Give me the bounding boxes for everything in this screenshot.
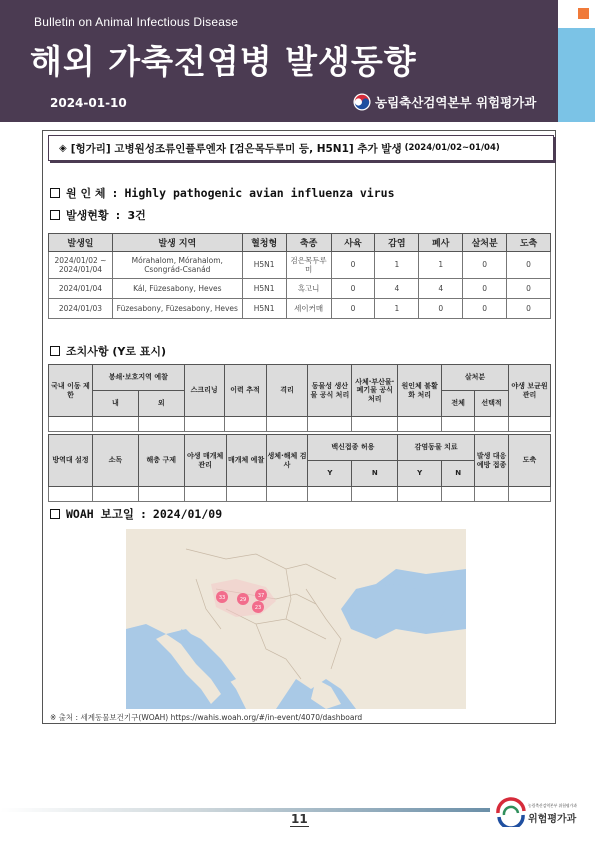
status-label: 발생현황: [66, 209, 109, 222]
publication-date: 2024-01-10: [50, 96, 127, 110]
header-inside: 내: [92, 391, 138, 417]
header-vaccination-no: N: [352, 461, 398, 487]
header-wild-vector: 야생 매개체 관리: [184, 435, 226, 487]
column-header: 발생일: [49, 234, 113, 252]
header-live-inspection: 생체·해체 검사: [266, 435, 308, 487]
header-containment-zone: 봉쇄·보호지역 예찰: [92, 365, 184, 391]
disease-period: (2024/01/02~01/04): [404, 143, 500, 153]
cell-culled: 0: [463, 299, 507, 319]
woah-line: WOAH 보고일 : 2024/01/09: [50, 506, 222, 522]
measure-cell: [352, 417, 398, 432]
measure-cell: [442, 487, 475, 502]
header-wildlife-reservoir: 야생 보균원 관리: [508, 365, 550, 417]
header-vector-surveillance: 매개체 예찰: [226, 435, 266, 487]
cell-slaughtered: 0: [507, 252, 551, 279]
pathogen-label: 원 인 체: [66, 187, 106, 200]
measure-cell: [226, 487, 266, 502]
map-marker-label: 23: [254, 605, 262, 611]
pathogen-value: Highly pathogenic avian influenza virus: [124, 186, 395, 200]
map-graphic: [126, 529, 466, 709]
cell-serotype: H5N1: [242, 252, 286, 279]
status-line: 발생현황 : 3건: [50, 207, 146, 223]
measure-cell: [92, 417, 138, 432]
cell-slaughtered: 0: [507, 299, 551, 319]
header-culling-selective: 선택적: [475, 391, 509, 417]
header-tracing: 이력 추적: [224, 365, 266, 417]
header-culling: 살처분: [442, 365, 509, 391]
header-treatment-no: N: [442, 461, 475, 487]
cell-species: 세이커매: [286, 299, 331, 319]
header-animal-products: 동물성 생산물 공식 처리: [308, 365, 352, 417]
measure-cell: [224, 417, 266, 432]
header-treatment-yes: Y: [398, 461, 442, 487]
map-marker-label: 29: [239, 597, 247, 603]
cell-slaughtered: 0: [507, 279, 551, 299]
measure-cell: [184, 417, 224, 432]
header-carcass: 사체·부산물·폐기물 공식 처리: [352, 365, 398, 417]
measure-cell: [49, 417, 93, 432]
measure-cell: [475, 417, 509, 432]
table-row: [49, 279, 551, 299]
checkbox-square-icon: [50, 509, 60, 519]
measure-cell: [398, 417, 442, 432]
cell-date: 2024/01/02 ~ 2024/01/04: [49, 252, 113, 279]
measure-cell: [138, 487, 184, 502]
cell-dead: 4: [419, 279, 463, 299]
table-row: [49, 252, 551, 279]
column-header: 감염: [375, 234, 419, 252]
map-marker-label: 37: [257, 593, 265, 599]
diamond-icon: ◈: [59, 142, 67, 154]
header-domestic-restriction: 국내 이동 제한: [49, 365, 93, 417]
measures-value-row: [49, 487, 551, 502]
woah-label: WOAH 보고일: [66, 507, 134, 521]
footer-org-small: 농림축산검역본부 위험평가과: [528, 803, 577, 808]
org-header: [353, 93, 536, 111]
cell-culled: 0: [463, 252, 507, 279]
checkbox-square-icon: [50, 210, 60, 220]
cell-dead: 0: [419, 299, 463, 319]
measure-cell: [442, 417, 475, 432]
column-header: 혈청형: [242, 234, 286, 252]
cell-reared: 0: [331, 279, 375, 299]
footer-rule: [0, 808, 490, 812]
checkbox-square-icon: [50, 188, 60, 198]
cell-culled: 0: [463, 279, 507, 299]
outbreak-map: [126, 529, 466, 709]
measure-cell: [509, 487, 551, 502]
header-screening: 스크리닝: [184, 365, 224, 417]
footer-org: 위험평가과: [528, 814, 577, 825]
column-header: 축종: [286, 234, 331, 252]
cell-infected: 4: [375, 279, 419, 299]
cell-date: 2024/01/03: [49, 299, 113, 319]
column-header: 사육: [331, 234, 375, 252]
column-header: 도축: [507, 234, 551, 252]
map-marker-label: 33: [218, 595, 226, 601]
page-title: 해외 가축전염병 발생동향: [30, 42, 417, 81]
pathogen-line: 원 인 체 : Highly pathogenic avian influenza virus: [50, 185, 395, 201]
column-header: 발생 지역: [112, 234, 242, 252]
corner-mark: [578, 8, 589, 19]
measure-cell: [398, 487, 442, 502]
measure-cell: [92, 487, 138, 502]
header-pathogen-inactivation: 원인체 불활화 처리: [398, 365, 442, 417]
cell-species: 흑고니: [286, 279, 331, 299]
page-number: 11: [291, 812, 308, 826]
woah-date: 2024/01/09: [152, 507, 223, 521]
measure-cell: [49, 487, 93, 502]
outbreak-header-row: [49, 234, 551, 252]
header-quarantine: 격리: [266, 365, 308, 417]
measure-cell: [266, 487, 308, 502]
header-vaccination-yes: Y: [308, 461, 352, 487]
measure-cell: [308, 487, 352, 502]
column-header: 폐사: [419, 234, 463, 252]
cell-reared: 0: [331, 299, 375, 319]
measure-cell: [308, 417, 352, 432]
header-accent-top: [558, 0, 595, 28]
measure-cell: [184, 487, 226, 502]
org-name: 농림축산검역본부 위험평가과: [375, 95, 537, 110]
disease-title: [헝가리] 고병원성조류인플루엔자 [검은목두루미 등, H5N1] 추가 발생: [70, 142, 402, 155]
cell-dead: 1: [419, 252, 463, 279]
org-swirl-logo-icon: [494, 797, 528, 827]
cell-date: 2024/01/04: [49, 279, 113, 299]
header-slaughter: 도축: [509, 435, 551, 487]
measure-cell: [352, 487, 398, 502]
measure-cell: [508, 417, 550, 432]
header-treatment: 감염동물 치료: [398, 435, 475, 461]
cell-region: Füzesabony, Füzesabony, Heves: [112, 299, 242, 319]
measures-value-row: [49, 417, 551, 432]
map-marker[interactable]: [216, 591, 228, 603]
outbreak-table: [48, 233, 551, 319]
header-pest-control: 해충 구제: [138, 435, 184, 487]
taegeuk-logo-icon: [353, 93, 371, 111]
source-note: ※ 출처 : 세계동물보건기구(WOAH) https://wahis.woah.org/#/in-event/4070/dashboard: [50, 713, 363, 722]
cell-species: 검은목두루미: [286, 252, 331, 279]
cell-infected: 1: [375, 252, 419, 279]
header-vaccination: 백신접종 허용: [308, 435, 398, 461]
header-preventive-vaccination: 발생 대응 예방 접종: [475, 435, 509, 487]
cell-region: Mórahalom, Mórahalom, Csongrád-Csanád: [112, 252, 242, 279]
measure-cell: [475, 487, 509, 502]
cell-serotype: H5N1: [242, 299, 286, 319]
header-disinfection: 소독: [92, 435, 138, 487]
disease-title-box: [48, 135, 554, 161]
header-culling-all: 전체: [442, 391, 475, 417]
bulletin-label: Bulletin on Animal Infectious Disease: [34, 15, 239, 29]
header-protection-zone: 방역대 설정: [49, 435, 93, 487]
cell-serotype: H5N1: [242, 279, 286, 299]
cell-region: Kál, Füzesabony, Heves: [112, 279, 242, 299]
table-row: [49, 299, 551, 319]
measures-table-1: [48, 364, 551, 432]
measures-title: 조치사항 (Y로 표시): [66, 345, 167, 358]
measure-cell: [138, 417, 184, 432]
status-value: 3건: [127, 209, 146, 222]
header-outside: 외: [138, 391, 184, 417]
measures-line: [50, 343, 166, 359]
map-marker[interactable]: [237, 593, 249, 605]
measures-table-2: [48, 434, 551, 502]
measure-cell: [266, 417, 308, 432]
column-header: 살처분: [463, 234, 507, 252]
map-marker[interactable]: [252, 601, 264, 613]
map-marker[interactable]: [255, 589, 267, 601]
checkbox-square-icon: [50, 346, 60, 356]
cell-reared: 0: [331, 252, 375, 279]
cell-infected: 1: [375, 299, 419, 319]
